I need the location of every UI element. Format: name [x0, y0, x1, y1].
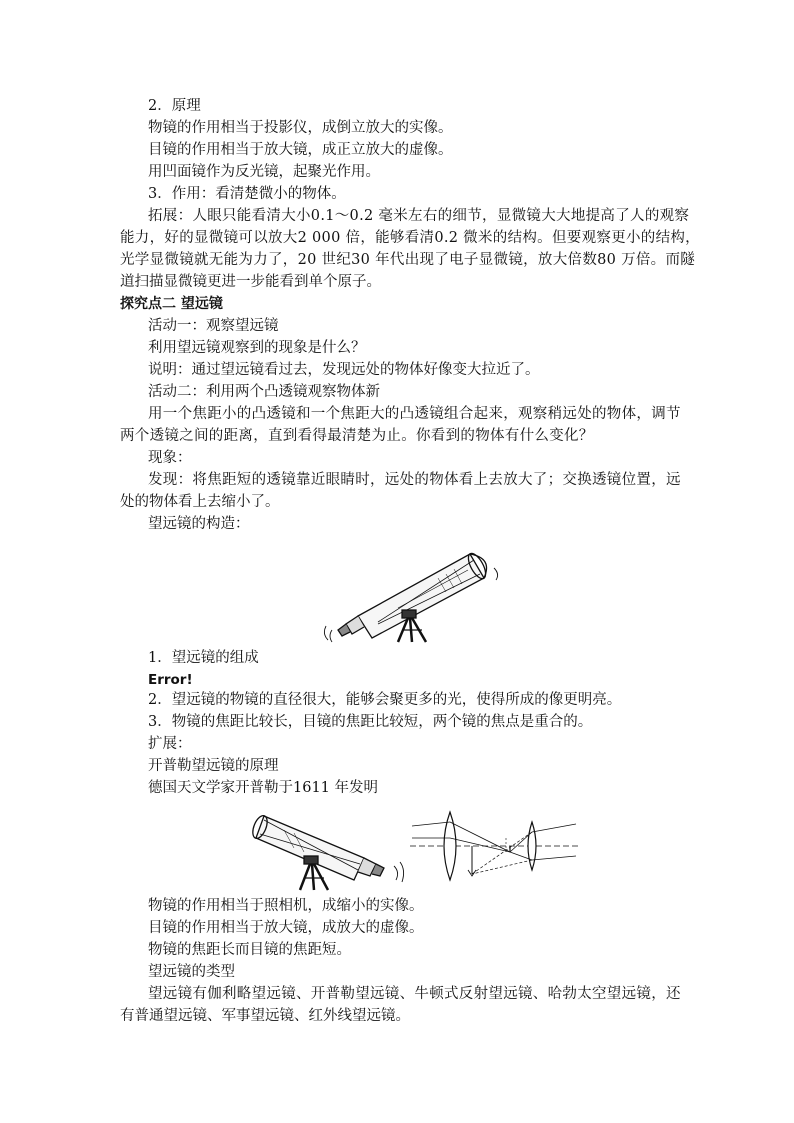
paragraph-line: 光学显微镜就无能为力了，20 世纪30 年代出现了电子显微镜，放大倍数80 万倍。而隧	[120, 252, 696, 268]
paragraph-line: 处的物体看上去缩小了。	[120, 494, 280, 510]
paragraph-line: 有普通望远镜、军事望远镜、红外线望远镜。	[120, 1008, 410, 1024]
paragraph-line: 3．物镜的焦距比较长，目镜的焦距比较短，两个镜的焦点是重合的。	[148, 714, 593, 730]
paragraph-line: 物镜的作用相当于投影仪，成倒立放大的实像。	[148, 120, 453, 136]
paragraph-line: 物镜的作用相当于照相机，成缩小的实像。	[148, 898, 424, 914]
paragraph-line: 用一个焦距小的凸透镜和一个焦距大的凸透镜组合起来，观察稍远处的物体，调节	[148, 406, 681, 422]
paragraph-line: 物镜的焦距长而目镜的焦距短。	[148, 942, 351, 958]
paragraph-line: 现象：	[148, 450, 192, 466]
paragraph-line: 德国天文学家开普勒于1611 年发明	[148, 780, 379, 796]
heading-telescope-composition: 1．望远镜的组成	[148, 650, 259, 666]
paragraph-line: 拓展：人眼只能看清大小0.1～0.2 毫米左右的细节，显微镜大大地提高了人的观察	[148, 208, 690, 224]
paragraph-line: 目镜的作用相当于放大镜，成正立放大的虚像。	[148, 142, 453, 158]
paragraph-line: 用凹面镜作为反光镜，起聚光作用。	[148, 164, 380, 180]
error-marker: Error!	[148, 672, 193, 688]
paragraph-line: 2．望远镜的物镜的直径很大，能够会聚更多的光，使得所成的像更明亮。	[148, 692, 622, 708]
paragraph-line: 活动二：利用两个凸透镜观察物体新	[148, 384, 380, 400]
paragraph-line: 活动一：观察望远镜	[148, 318, 279, 334]
kepler-telescope-figure	[244, 800, 408, 894]
paragraph-line: 说明：通过望远镜看过去，发现远处的物体好像变大拉近了。	[148, 362, 540, 378]
telescope-structure-figure	[318, 538, 502, 644]
paragraph-line: 开普勒望远镜的原理	[148, 758, 279, 774]
paragraph-line: 扩展：	[148, 736, 192, 752]
paragraph-line: 望远镜的构造：	[148, 516, 250, 532]
paragraph-line: 道扫描显微镜更进一步能看到单个原子。	[120, 274, 381, 290]
section-heading: 探究点二 望远镜	[120, 296, 223, 312]
paragraph-line: 能力，好的显微镜可以放大2 000 倍，能够看清0.2 微米的结构。但要观察更小的结构，	[120, 230, 700, 246]
paragraph-line: 两个透镜之间的距离，直到看得最清楚为止。你看到的物体有什么变化？	[120, 428, 594, 444]
paragraph-line: 目镜的作用相当于放大镜，成放大的虚像。	[148, 920, 424, 936]
paragraph-line: 望远镜的类型	[148, 964, 235, 980]
paragraph-line: 发现：将焦距短的透镜靠近眼睛时，远处的物体看上去放大了；交换透镜位置，远	[148, 472, 681, 488]
heading-function: 3．作用：看清楚微小的物体。	[148, 186, 346, 202]
paragraph-line: 望远镜有伽利略望远镜、开普勒望远镜、牛顿式反射望远镜、哈勃太空望远镜，还	[148, 986, 681, 1002]
heading-principle: 2．原理	[148, 98, 201, 114]
paragraph-line: 利用望远镜观察到的现象是什么？	[148, 340, 366, 356]
kepler-optical-diagram	[410, 808, 580, 890]
